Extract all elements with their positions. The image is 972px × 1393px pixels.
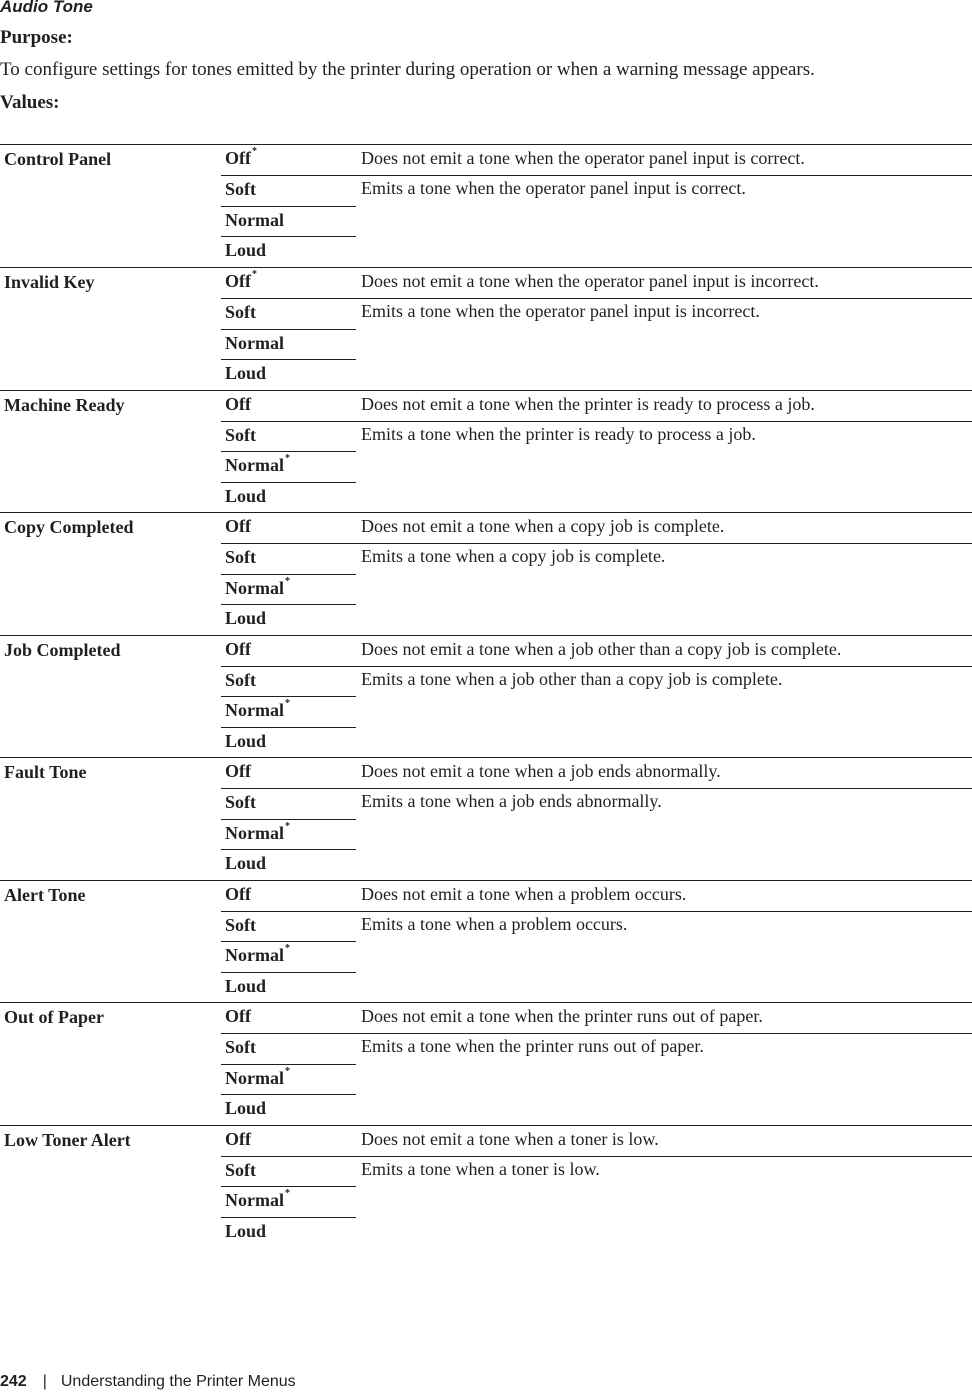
option-value — [221, 1156, 356, 1186]
option-value — [221, 1064, 356, 1094]
option-label: Off — [225, 1128, 251, 1149]
option-label: Normal — [225, 209, 284, 230]
description-divider — [356, 543, 972, 544]
on-description: Emits a tone when the operator panel input is incorrect. — [361, 301, 760, 321]
option-label: Loud — [225, 1220, 267, 1241]
option-value — [221, 574, 356, 604]
description-divider — [356, 788, 972, 789]
setting-group — [0, 512, 972, 635]
on-description: Emits a tone when the operator panel input is correct. — [361, 178, 746, 198]
page-number: 242 — [0, 1373, 27, 1390]
option-label: Normal — [225, 332, 284, 353]
setting-name: Fault Tone — [4, 762, 87, 782]
option-value — [221, 604, 356, 634]
default-marker: * — [284, 1065, 290, 1077]
option-label: Soft — [225, 669, 256, 690]
on-description: Emits a tone when a copy job is complete. — [361, 546, 666, 566]
option-value — [221, 421, 356, 451]
option-value — [221, 298, 356, 328]
setting-group — [0, 144, 972, 267]
option-label: Off — [225, 271, 251, 291]
setting-group — [0, 757, 972, 880]
option-label: Off — [225, 1006, 251, 1026]
option-label: Soft — [225, 302, 256, 323]
option-label: Loud — [225, 485, 267, 506]
settings-table — [0, 144, 972, 1247]
option-label: Normal — [225, 1067, 284, 1088]
setting-name: Control Panel — [4, 149, 112, 169]
option-value — [221, 1003, 356, 1033]
setting-group — [0, 390, 972, 513]
option-value — [221, 636, 356, 666]
option-value — [221, 758, 356, 788]
option-value — [221, 696, 356, 726]
description-divider — [356, 1033, 972, 1034]
on-description: Emits a tone when a problem occurs. — [361, 913, 628, 934]
option-label: Loud — [225, 730, 267, 751]
option-value — [221, 236, 356, 266]
option-value — [221, 175, 356, 205]
on-description: Emits a tone when the printer runs out of paper. — [361, 1036, 704, 1056]
option-label: Normal — [225, 1190, 284, 1211]
off-description: Does not emit a tone when a copy job is complete. — [361, 516, 725, 536]
option-label: Soft — [225, 792, 256, 813]
default-marker: * — [284, 1188, 290, 1200]
option-value — [221, 482, 356, 512]
option-value — [221, 1217, 356, 1247]
setting-name: Machine Ready — [4, 394, 125, 415]
page-footer — [0, 1373, 296, 1391]
setting-name: Out of Paper — [4, 1007, 104, 1027]
default-marker: * — [284, 943, 290, 955]
option-label: Soft — [225, 179, 256, 200]
option-value — [221, 1186, 356, 1216]
off-description: Does not emit a tone when a job ends abnormally. — [361, 761, 721, 781]
setting-group — [0, 635, 972, 758]
off-description: Does not emit a tone when the printer is ready to process a job. — [361, 393, 815, 414]
values-label: Values: — [0, 92, 60, 113]
default-marker: * — [284, 453, 290, 465]
option-label: Loud — [225, 853, 267, 874]
setting-group — [0, 1002, 972, 1125]
option-label: Soft — [225, 424, 256, 445]
on-description: Emits a tone when the printer is ready to process a job. — [361, 423, 756, 444]
description-divider — [356, 421, 972, 422]
setting-name: Invalid Key — [4, 272, 95, 292]
option-value — [221, 206, 356, 236]
option-value — [221, 543, 356, 573]
off-description: Does not emit a tone when a problem occurs. — [361, 883, 687, 904]
option-label: Off — [225, 638, 251, 659]
footer-separator: | — [42, 1373, 47, 1390]
setting-group — [0, 1125, 972, 1247]
option-label: Off — [225, 393, 251, 414]
option-label: Soft — [225, 547, 256, 568]
on-description: Emits a tone when a job other than a copy job is complete. — [361, 668, 783, 689]
option-value — [221, 329, 356, 359]
chapter-title: Understanding the Printer Menus — [60, 1373, 296, 1390]
setting-group — [0, 880, 972, 1003]
section-title: Audio Tone — [0, 0, 93, 16]
option-label: Normal — [225, 577, 284, 598]
option-value — [221, 451, 356, 481]
setting-name: Job Completed — [4, 639, 121, 660]
option-value — [221, 972, 356, 1002]
option-label: Normal — [225, 455, 284, 476]
option-label: Loud — [225, 975, 267, 996]
option-label: Off — [225, 761, 251, 781]
option-value — [221, 145, 356, 175]
setting-name: Alert Tone — [4, 884, 86, 905]
option-value — [221, 391, 356, 421]
option-label: Off — [225, 516, 251, 536]
option-value — [221, 788, 356, 818]
option-value — [221, 911, 356, 941]
option-label: Off — [225, 148, 251, 168]
description-divider — [356, 175, 972, 176]
option-label: Soft — [225, 1159, 256, 1180]
off-description: Does not emit a tone when the operator panel input is correct. — [361, 148, 805, 168]
option-label: Loud — [225, 363, 267, 384]
description-divider — [356, 1156, 972, 1157]
default-marker: * — [252, 269, 257, 280]
option-label: Loud — [225, 240, 267, 261]
option-value — [221, 1126, 356, 1156]
option-label: Off — [225, 883, 251, 904]
purpose-text: To configure settings for tones emitted by the printer during operation or when a warning message appears. — [0, 59, 815, 80]
default-marker: * — [284, 698, 290, 710]
option-value — [221, 941, 356, 971]
option-value — [221, 849, 356, 879]
off-description: Does not emit a tone when a job other than a copy job is complete. — [361, 638, 842, 659]
option-value — [221, 1033, 356, 1063]
option-value — [221, 513, 356, 543]
setting-name: Copy Completed — [4, 517, 134, 537]
off-description: Does not emit a tone when the printer runs out of paper. — [361, 1006, 763, 1026]
option-value — [221, 666, 356, 696]
description-divider — [356, 911, 972, 912]
setting-group — [0, 267, 972, 390]
off-description: Does not emit a tone when the operator panel input is incorrect. — [361, 271, 819, 291]
option-label: Soft — [225, 1037, 256, 1058]
option-label: Loud — [225, 608, 267, 629]
default-marker: * — [284, 820, 290, 832]
description-divider — [356, 666, 972, 667]
on-description: Emits a tone when a job ends abnormally. — [361, 791, 662, 811]
option-label: Normal — [225, 700, 284, 721]
default-marker: * — [284, 575, 290, 587]
option-value — [221, 268, 356, 298]
option-label: Loud — [225, 1098, 267, 1119]
off-description: Does not emit a tone when a toner is low. — [361, 1128, 659, 1149]
description-divider — [356, 298, 972, 299]
option-value — [221, 819, 356, 849]
option-value — [221, 359, 356, 389]
purpose-label: Purpose: — [0, 27, 73, 48]
setting-name: Low Toner Alert — [4, 1129, 131, 1150]
option-value — [221, 1094, 356, 1124]
default-marker: * — [252, 146, 257, 157]
option-label: Soft — [225, 914, 256, 935]
option-label: Normal — [225, 945, 284, 966]
option-value — [221, 727, 356, 757]
option-value — [221, 881, 356, 911]
on-description: Emits a tone when a toner is low. — [361, 1158, 600, 1179]
option-label: Normal — [225, 822, 284, 843]
